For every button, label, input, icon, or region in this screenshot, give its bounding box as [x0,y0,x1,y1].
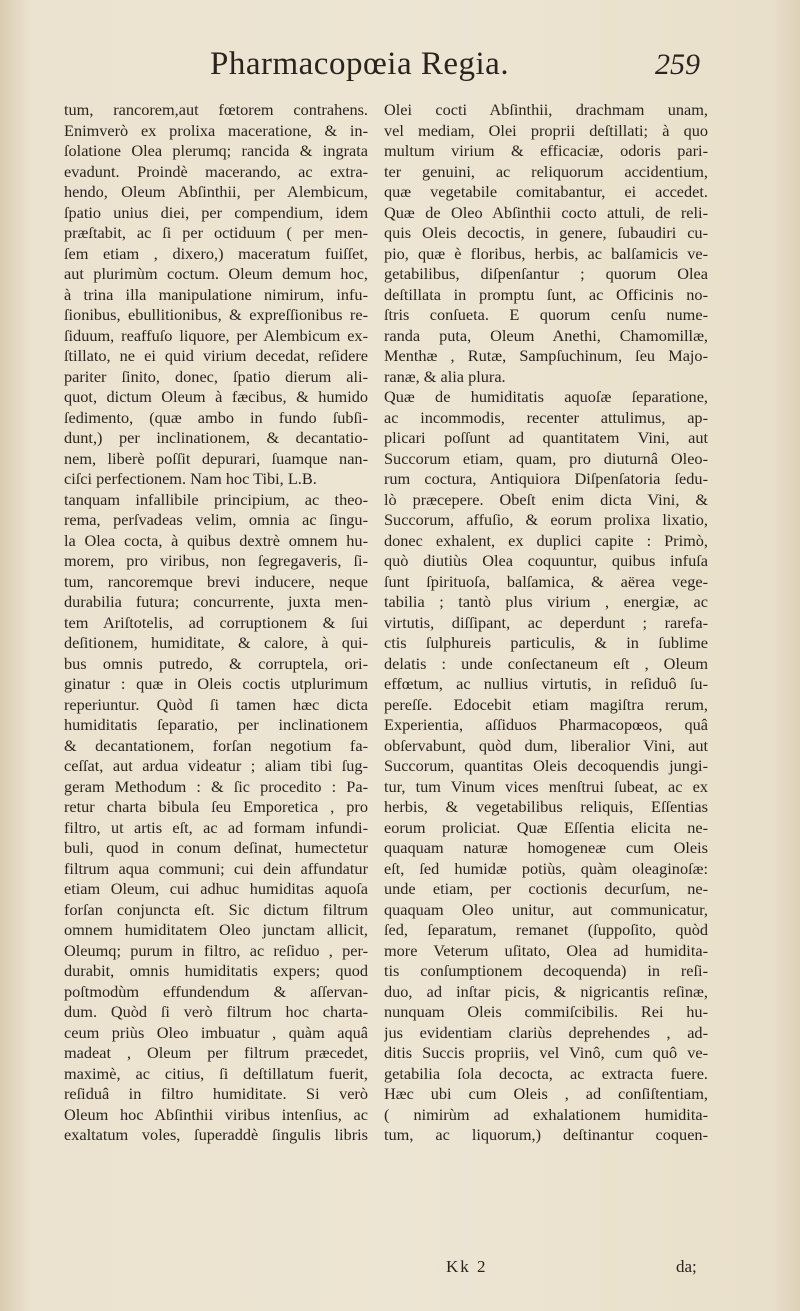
text-line: poſtmodùm effundendum & aſſervan- [64,981,368,1001]
text-line: eorum proliciat. Quæ Eſſentia elicita ne- [384,817,708,837]
text-line: forſan conjuncta eſt. Sic dictum filtrum [64,899,368,919]
text-line: rum coctura, Antiquiora Diſpenſatoria ſedu- [384,469,708,488]
text-line: quot, dictum Oleum à fæcibus, & humido [64,387,368,406]
text-line: ſunt ſpirituoſa, balſamica, & aërea vege- [384,571,708,591]
text-line: quæ vegetabile comitabantur, ei accedet. [384,182,708,201]
text-line: evadunt. Proindè macerando, ac extra- [64,161,368,181]
text-line: ( nimirùm ad exhalationem humidita- [384,1104,708,1124]
text-line: ter genuini, ac reliquorum accidentium, [384,161,708,181]
text-line: ſtillato, ne ei quid virium decedat, reſidere [64,346,368,365]
text-line: ac incommodis, recenter attulimus, ap- [384,407,708,427]
text-line: dum. Quòd ſi verò filtrum hoc charta- [64,1002,368,1021]
text-line: getabilibus, diſpenſantur ; quorum Olea [384,264,708,283]
text-line: buli, quod in conum deſinat, humectetur [64,838,368,857]
right-text-column [384,100,708,1146]
text-line: ſolatione Olea plerumq; rancida & ingrata [64,141,368,160]
text-line: ſem etiam , dixero,) maceratum fuiſſet, [64,243,368,263]
running-title: Pharmacopœia Regia. [210,46,510,82]
text-line: ſiduum, reaffuſo liquore, per Alembicum ex- [64,325,368,345]
catchword: da; [676,1257,697,1276]
text-line: tanquam infallibile principium, ac theo- [64,489,368,509]
text-line: Quæ de Oleo Abſinthii cocto attuli, de reli- [384,202,708,222]
text-line: tem Ariſtotelis, ad corruptionem & ſui [64,612,368,632]
text-line: retur charta bibula ſeu Emporetica , pro [64,797,368,816]
text-line: deſtillata in promptu ſunt, ac Officinis no- [384,284,708,304]
text-line: Menthæ , Rutæ, Sampſuchinum, ſeu Majo- [384,346,708,365]
text-line: aut plurimùm coctum. Oleum demum hoc, [64,264,368,283]
text-line: dunt,) per inclinationem, & decantatio- [64,428,368,447]
text-line: virtutis, diſſipant, ac deperdunt ; rarefa- [384,612,708,632]
text-line: omnem humiditatem Oleo junctam allicit, [64,920,368,939]
text-line: pariter ſinito, donec, ſpatio dierum ali- [64,366,368,386]
text-line: ſedimento, (quæ ambo in fundo ſubſi- [64,407,368,427]
text-line: etiam Oleum, cui adhuc humiditas aquoſa [64,879,368,898]
text-line: madeat , Oleum per filtrum præcedet, [64,1043,368,1062]
text-line: randa puta, Oleum Anethi, Chamomillæ, [384,325,708,345]
text-line: nem, liberè poſſit depurari, ſuamque nan- [64,448,368,468]
text-line: durabit, omnis humiditatis expers; quod [64,961,368,980]
text-line: bus omnis putredo, & corruptela, ori- [64,653,368,673]
text-line: getabilia ſola decocta, ac extracta fuere. [384,1063,708,1083]
text-line: tum, ac liquorum,) deſtinantur coquen- [384,1125,708,1144]
text-line: reſiduâ in filtro humiditate. Si verò [64,1084,368,1103]
text-line: exaltatum voles, ſuperaddè ſingulis libris [64,1125,368,1144]
text-line: ceum priùs Oleo imbuatur , quàm aquâ [64,1022,368,1042]
text-line: tabilia ; tantò plus virium , energiæ, ac [384,592,708,611]
text-line: multum virium & efficaciæ, odoris pari- [384,141,708,160]
text-line: tum, rancoremque brevi inducere, neque [64,571,368,591]
text-line: plicari poſſunt ad quantitatem Vini, aut [384,428,708,447]
text-line: duo, ad inſtar picis, & nigricantis reſinæ, [384,981,708,1001]
text-line: eſt, ſed humidæ potiùs, quàm oleaginoſæ: [384,858,708,878]
text-line: rema, perſvadeas velim, omnia ac ſingu- [64,510,368,529]
text-line: quis Oleis decoctis, in genere, ſubaudiri cu- [384,223,708,242]
text-line: Succorum, affuſio, & eorum prolixa lixatio, [384,510,708,529]
text-line: ginatur : quæ in Oleis coctis utplurimum [64,674,368,693]
text-line: Olei cocti Abſinthii, drachmam unam, [384,100,708,119]
text-line: herbis, & vegetabilibus reliquis, Eſſentias [384,797,708,816]
text-line: quò diutiùs Olea coquuntur, quibus infuſa [384,551,708,570]
text-line: vel mediam, Olei proprii deſtillati; à quo [384,120,708,140]
running-head [0,46,800,94]
text-line: filtro, ut artis eſt, ac ad formam infundi- [64,817,368,837]
text-line: ſed, ſeparatum, remanet (ſuppoſito, quòd [384,920,708,939]
text-line: effœtum, ac nullius virtutis, in reſiduô ſu- [384,674,708,693]
text-line: donec exhalent, ex duplici capite : Primò, [384,530,708,550]
text-line: tum, rancorem,aut fœtorem contrahens. [64,100,368,119]
text-line: præſtabit, ac ſi per octiduum ( per men- [64,223,368,242]
text-line: Succorum etiam, quam, pro diuturnâ Oleo- [384,448,708,468]
text-line: maximè, ac citius, ſi deſtillatum fuerit, [64,1063,368,1083]
text-line: morem, pro viribus, non ſegregaveris, ſi- [64,551,368,570]
text-line: lò præcepere. Obeſt enim dicta Vini, & [384,489,708,509]
text-line: Succorum, quantitas Oleis decoquendis jungi- [384,756,708,775]
text-line: Quæ de humiditatis aquoſæ ſeparatione, [384,387,708,406]
text-line: tis conſumptionem decoquenda) in reſi- [384,961,708,980]
text-line: geram Methodum : & ſic procedito : Pa- [64,776,368,796]
text-line: durabilia futura; concurrente, juxta men- [64,592,368,611]
text-line: delatis : unde conſectaneum eſt , Oleum [384,653,708,673]
text-line: ſpatio unius diei, per compendium, idem [64,202,368,222]
text-line: ſtris conſueta. E quorum cenſu nume- [384,305,708,324]
text-line: quaquam Oleo unitur, aut communicatur, [384,899,708,919]
text-line: Oleumq; purum in filtro, ac reſiduo , per- [64,940,368,960]
text-line: filtrum aqua communi; cui dein affundatur [64,858,368,878]
text-line: reperiuntur. Quòd ſi tamen hæc dicta [64,694,368,714]
text-line: unde etiam, per coctionis decurſum, ne- [384,879,708,898]
text-line: jus evidentiam clariùs deprehendes , ad- [384,1022,708,1042]
text-line: la Olea cocta, à quibus dextrè omnem hu- [64,530,368,550]
text-line: deſitionem, humiditate, & calore, à qui- [64,633,368,652]
text-line: humiditatis ſeparatio, per inclinationem [64,715,368,734]
text-line: hendo, Oleum Abſinthii, per Alembicum, [64,182,368,201]
text-line: quaquam naturæ homogeneæ cum Oleis [384,838,708,857]
text-line: more Veterum uſitato, Olea ad humidita- [384,940,708,960]
text-line: Oleum hoc Abſinthii viribus intenſius, ac [64,1104,368,1124]
text-line: ctis ſulphureis particulis, & in ſublime [384,633,708,652]
text-line: ditis Succis propriis, vel Vinô, cum quô ve- [384,1043,708,1062]
text-line: pio, quæ è floribus, herbis, ac balſamicis ve- [384,243,708,263]
text-line: Experientia, aſſiduos Pharmacopœos, quâ [384,715,708,734]
text-line: obſervabunt, quòd dum, liberalior Vini, aut [384,735,708,755]
text-line: pereſſe. Edocebit etiam magiſtra rerum, [384,694,708,714]
text-line: à trina illa manipulatione nimirum, infu- [64,284,368,304]
text-line: tur, tum Vinum vices menſtrui ſubeat, ac ex [384,776,708,796]
text-line: ceſſat, aut ardua videatur ; aliam tibi ſug- [64,756,368,775]
signature-mark: Kk 2 [446,1257,488,1276]
text-line: ſionibus, ebullitionibus, & expreſſionibus re- [64,305,368,324]
text-line: nunquam Oleis commiſcibilis. Rei hu- [384,1002,708,1021]
page-number: 259 [655,48,700,81]
text-line: Enimverò ex prolixa maceratione, & in- [64,120,368,140]
text-line: ciſci perfectionem. Nam hoc Tibi, L.B. [64,469,317,488]
text-line: ranæ, & alia plura. [384,366,506,386]
text-line: & decantationem, forſan negotium fa- [64,735,368,755]
left-text-column [64,100,368,1146]
text-line: Hæc ubi cum Oleis , ad conſiſtentiam, [384,1084,708,1103]
